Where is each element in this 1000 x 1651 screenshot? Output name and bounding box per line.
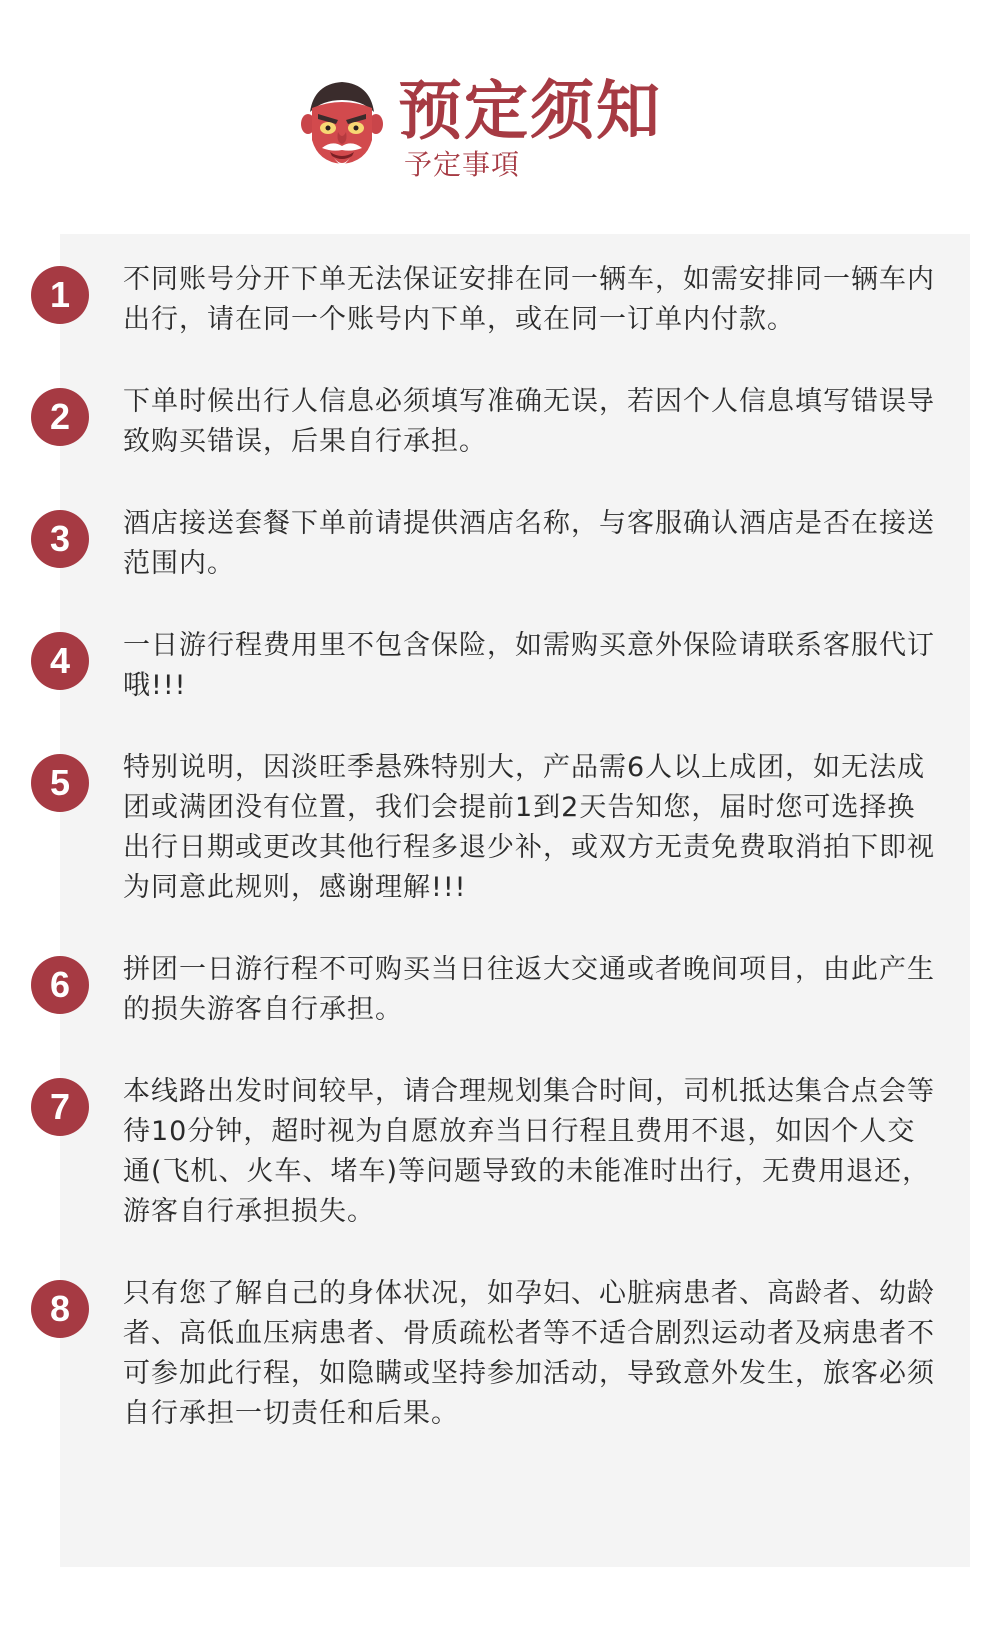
notice-text: 本线路出发时间较早，请合理规划集合时间，司机抵达集合点会等待10分钟，超时视为自愿放弃当日行程且费用不退，如因个人交通(飞机、火车、堵车)等问题导致的未能准时出行，无费用退还，游客自行承担损失。: [123, 1076, 935, 1227]
item-number-badge: 5: [31, 754, 89, 812]
item-number-badge: 4: [31, 632, 89, 690]
page-subtitle: 予定事項: [404, 148, 521, 181]
item-number-badge: 7: [31, 1078, 89, 1136]
page-title: 预定须知: [398, 75, 662, 149]
item-number-badge: 2: [31, 388, 89, 446]
red-mask-face-icon: [300, 78, 384, 168]
notice-text: 酒店接送套餐下单前请提供酒店名称，与客服确认酒店是否在接送范围内。: [123, 508, 935, 579]
notice-panel: [49, 234, 970, 1567]
item-number-badge: 3: [31, 510, 89, 568]
notice-text: 一日游行程费用里不包含保险，如需购买意外保险请联系客服代订哦!!!: [123, 630, 935, 701]
item-number-badge: 8: [31, 1280, 89, 1338]
item-number-badge: 6: [31, 956, 89, 1014]
notice-text: 拼团一日游行程不可购买当日往返大交通或者晚间项目，由此产生的损失游客自行承担。: [123, 954, 935, 1025]
item-number-badge: 1: [31, 266, 89, 324]
notice-text: 特别说明，因淡旺季悬殊特别大，产品需6人以上成团，如无法成团或满团没有位置，我们会提前1到2天告知您，届时您可选择换出行日期或更改其他行程多退少补，或双方无责免费取消拍下即视为同意此规则，感谢理解!!!: [123, 752, 935, 903]
header: [0, 70, 1000, 190]
notice-text: 下单时候出行人信息必须填写准确无误，若因个人信息填写错误导致购买错误，后果自行承担。: [123, 386, 935, 457]
notice-text: 只有您了解自己的身体状况，如孕妇、心脏病患者、高龄者、幼龄者、高低血压病患者、骨质疏松者等不适合剧烈运动者及病患者不可参加此行程，如隐瞒或坚持参加活动，导致意外发生，旅客必须自行承担一切责任和后果。: [123, 1278, 935, 1429]
notice-text: 不同账号分开下单无法保证安排在同一辆车，如需安排同一辆车内出行，请在同一个账号内下单，或在同一订单内付款。: [123, 264, 935, 335]
